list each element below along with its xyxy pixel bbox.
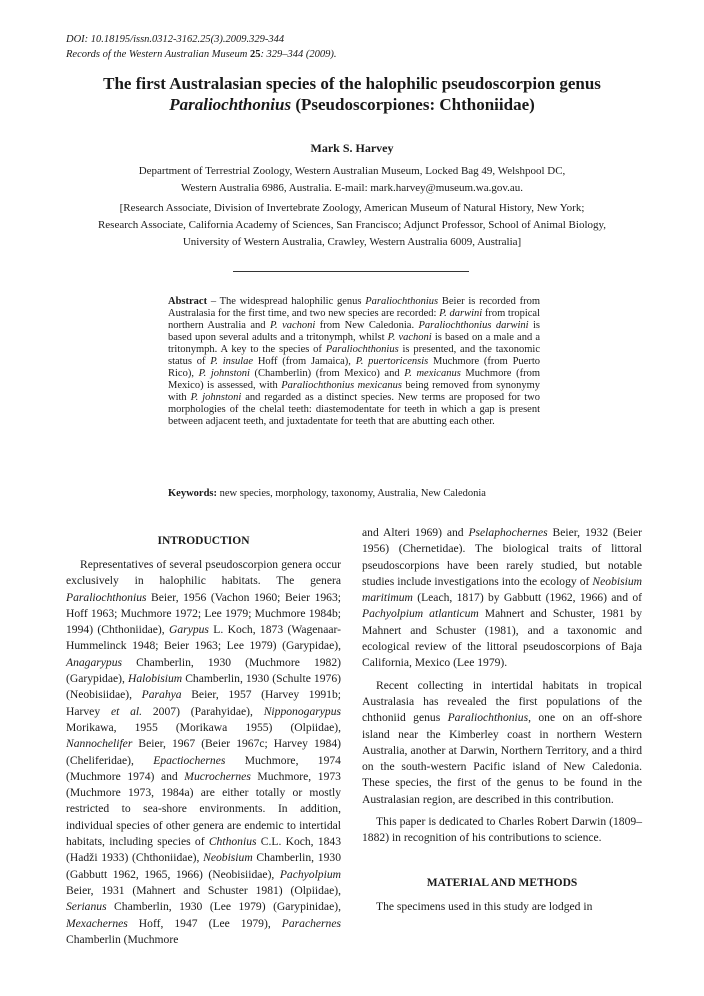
journal-volume: 25	[249, 49, 261, 60]
intro-paragraph-2: Recent collecting in intertidal habitats in tropical Australasia has revealed the first populations of the chthoniid genus Paraliochthonius, one on an off-shore island near the Kimberley coast in northern Western Australia, another at Darwin, Northern Territory, and a third on the south-western Pacific island of New Caledonia. These species, the first of the genus to be found in the Australasian region, are described in this contribution.	[362, 678, 642, 806]
journal-pages: : 329–344 (2009).	[260, 49, 337, 60]
affiliation-extra	[60, 200, 644, 251]
keywords	[168, 488, 540, 500]
affiliation-extra-line-2: Research Associate, California Academy of Sciences, San Francisco; Adjunct Professor, School of Animal Biology,	[97, 219, 607, 231]
separator-rule	[233, 271, 469, 272]
title-line-2	[40, 94, 664, 115]
abstract: Abstract – The widespread halophilic genus Paraliochthonius Beier is recorded from Australasia for the first time, and two new species are recorded: P. darwini from tropical northern Australia and P. vachoni from New Caledonia. Paraliochthonius darwini is based upon several adults and a tritonymph, whilst P. vachoni is based on a male and a tritonymph. A key to the species of Paraliochthonius is presented, and the taxonomic status of P. insulae Hoff (from Jamaica), P. puertoricensis Muchmore (from Puerto Rico), P. johnstoni (Chamberlin) (from Mexico) and P. mexicanus Muchmore (from Mexico) is assessed, with Paraliochthonius mexicanus being removed from synonymy with P. johnstoni and regarded as a distinct species. New terms are proposed for two morphologies of the chelal teeth: diastemodentate for teeth in which a gap is present between adjacent teeth, and juxtadentate for teeth that are abutting each other.	[168, 296, 541, 427]
affiliation	[60, 163, 644, 197]
intro-paragraph-dedication: This paper is dedicated to Charles Robert Darwin (1809–1882) in recognition of his contributions to science.	[362, 815, 642, 845]
affiliation-line-2: Western Australia 6986, Australia. E-mail: mark.harvey@museum.wa.gov.au.	[180, 182, 524, 194]
column-left	[66, 557, 341, 948]
journal-reference	[66, 48, 337, 62]
title-line-2-rest: (Pseudoscorpiones: Chthoniidae)	[291, 95, 535, 114]
affiliation-extra-line-3: University of Western Australia, Crawley, Western Australia 6009, Australia]	[182, 236, 522, 248]
keywords-label: Keywords:	[168, 488, 217, 499]
introduction-heading: INTRODUCTION	[157, 535, 250, 547]
affiliation-extra-line-1: [Research Associate, Division of Invertebrate Zoology, American Museum of Natural History, New York;	[119, 202, 585, 214]
column-right	[362, 525, 642, 847]
intro-paragraph-1: Representatives of several pseudoscorpion genera occur exclusively in halophilic habitats. The genera Paraliochthonius Beier, 1956 (Vachon 1960; Beier 1963; Hoff 1963; Muchmore 1972; Lee 1979; Muchmore 1984b; 1994) (Chthoniidae), Garypus L. Koch, 1873 (Wagenaar-Hummelinck 1948; Beier 1963; Lee 1979) (Garypidae), Anagarypus Chamberlin, 1930 (Muchmore 1982) (Garypidae), Halobisium Chamberlin, 1930 (Schulte 1976) (Neobisiidae), Parahya Beier, 1957 (Harvey 1991b; Harvey et al. 2007) (Parahyidae), Nipponogarypus Morikawa, 1955 (Morikawa 1955) (Olpiidae), Nannochelifer Beier, 1967 (Beier 1967c; Harvey 1984) (Cheliferidae), Epactiochernes Muchmore, 1974 (Muchmore 1974) and Mucrochernes Muchmore, 1973 (Muchmore 1973, 1984a) are either totally or mostly restricted to sea-shore environments. In addition, individual species of other genera are endemic to intertidal habitats, including species of Chthonius C.L. Koch, 1843 (Hadži 1933) (Chthoniidae), Neobisium Chamberlin, 1930 (Gabbutt 1962, 1965, 1966) (Neobisiidae), Pachyolpium Beier, 1931 (Mahnert and Schuster 1981) (Olpiidae), Serianus Chamberlin, 1930 (Lee 1979) (Garypinidae), Mexachernes Hoff, 1947 (Lee 1979), Parachernes Chamberlin (Muchmore	[66, 558, 342, 946]
abstract-label: Abstract	[168, 296, 208, 307]
affiliation-line-1: Department of Terrestrial Zoology, Western Australian Museum, Locked Bag 49, Welshpool DC,	[138, 165, 566, 177]
title-line-1: The first Australasian species of the halophilic pseudoscorpion genus	[103, 74, 601, 93]
doi-line: DOI: 10.18195/issn.0312-3162.25(3).2009.329-344	[66, 34, 285, 45]
materials-paragraph: The specimens used in this study are lodged in	[376, 900, 593, 913]
keywords-text: new species, morphology, taxonomy, Australia, New Caledonia	[217, 488, 486, 499]
materials-heading: MATERIAL AND METHODS	[426, 877, 578, 889]
author-name: Mark S. Harvey	[310, 141, 394, 155]
title-genus: Paraliochthonius	[169, 95, 292, 114]
journal-name: Records of the Western Australian Museum	[66, 49, 250, 60]
intro-paragraph-continued: and Alteri 1969) and Pselaphochernes Beier, 1932 (Beier 1956) (Chernetidae). The biological traits of littoral pseudoscorpions have been rarely studied, but notable studies include investigations into the ecology of Neobisium maritimum (Leach, 1817) by Gabbutt (1962, 1966) and of Pachyolpium atlanticum Mahnert and Schuster, 1981 by Mahnert and Schuster (1981), and a taxonomic and ecological review of the littoral pseudoscorpions of Baja California, Mexico (Lee 1979).	[362, 526, 642, 670]
paper-title	[40, 73, 664, 115]
